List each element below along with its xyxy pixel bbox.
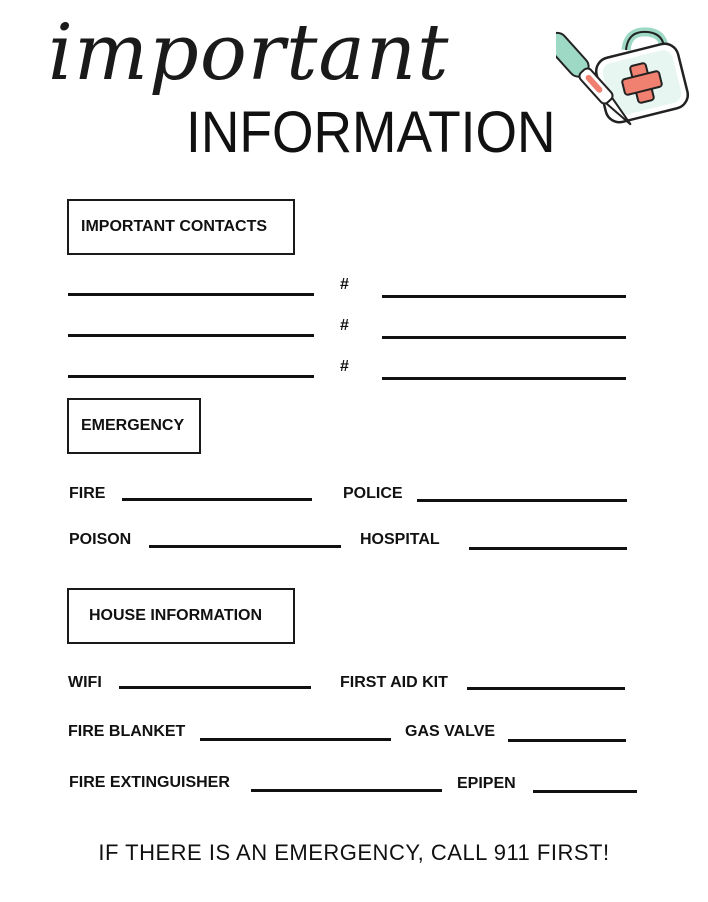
hospital-number-line[interactable] [469,547,627,550]
emergency-heading-label: EMERGENCY [81,417,185,434]
first-aid-kit-line[interactable] [467,687,625,690]
page-title: INFORMATION [186,100,556,165]
script-title-word: important [48,8,450,98]
important-contacts-heading-label: IMPORTANT CONTACTS [81,218,268,235]
epipen-line[interactable] [533,790,637,793]
contact-number-hash-3: # [340,358,349,375]
fire-label: FIRE [69,485,106,502]
fire-number-line[interactable] [122,498,312,501]
contact-number-line-2[interactable] [382,336,626,339]
contact-number-hash-2: # [340,317,349,334]
contact-name-line-3[interactable] [68,375,314,378]
gas-valve-line[interactable] [508,739,626,742]
fire-blanket-label: FIRE BLANKET [68,723,186,740]
house-information-heading [67,588,295,644]
hospital-label: HOSPITAL [360,531,440,548]
wifi-label: WIFI [68,674,102,691]
first-aid-kit-icon [556,26,692,138]
contact-name-line-2[interactable] [68,334,314,337]
contact-number-line-1[interactable] [382,295,626,298]
emergency-heading [67,398,201,454]
contact-name-line-1[interactable] [68,293,314,296]
police-label: POLICE [343,485,403,502]
poison-number-line[interactable] [149,545,341,548]
police-number-line[interactable] [417,499,627,502]
epipen-label: EPIPEN [457,775,516,792]
fire-blanket-line[interactable] [200,738,391,741]
important-contacts-heading [67,199,295,255]
poison-label: POISON [69,531,132,548]
house-information-heading-label: HOUSE INFORMATION [89,607,263,624]
contact-number-line-3[interactable] [382,377,626,380]
gas-valve-label: GAS VALVE [405,723,496,740]
first-aid-kit-label: FIRST AID KIT [340,674,448,691]
fire-extinguisher-line[interactable] [251,789,442,792]
contact-number-hash-1: # [340,276,349,293]
emergency-notice: IF THERE IS AN EMERGENCY, CALL 911 FIRST! [98,840,610,865]
wifi-line[interactable] [119,686,311,689]
fire-extinguisher-label: FIRE EXTINGUISHER [69,774,230,791]
